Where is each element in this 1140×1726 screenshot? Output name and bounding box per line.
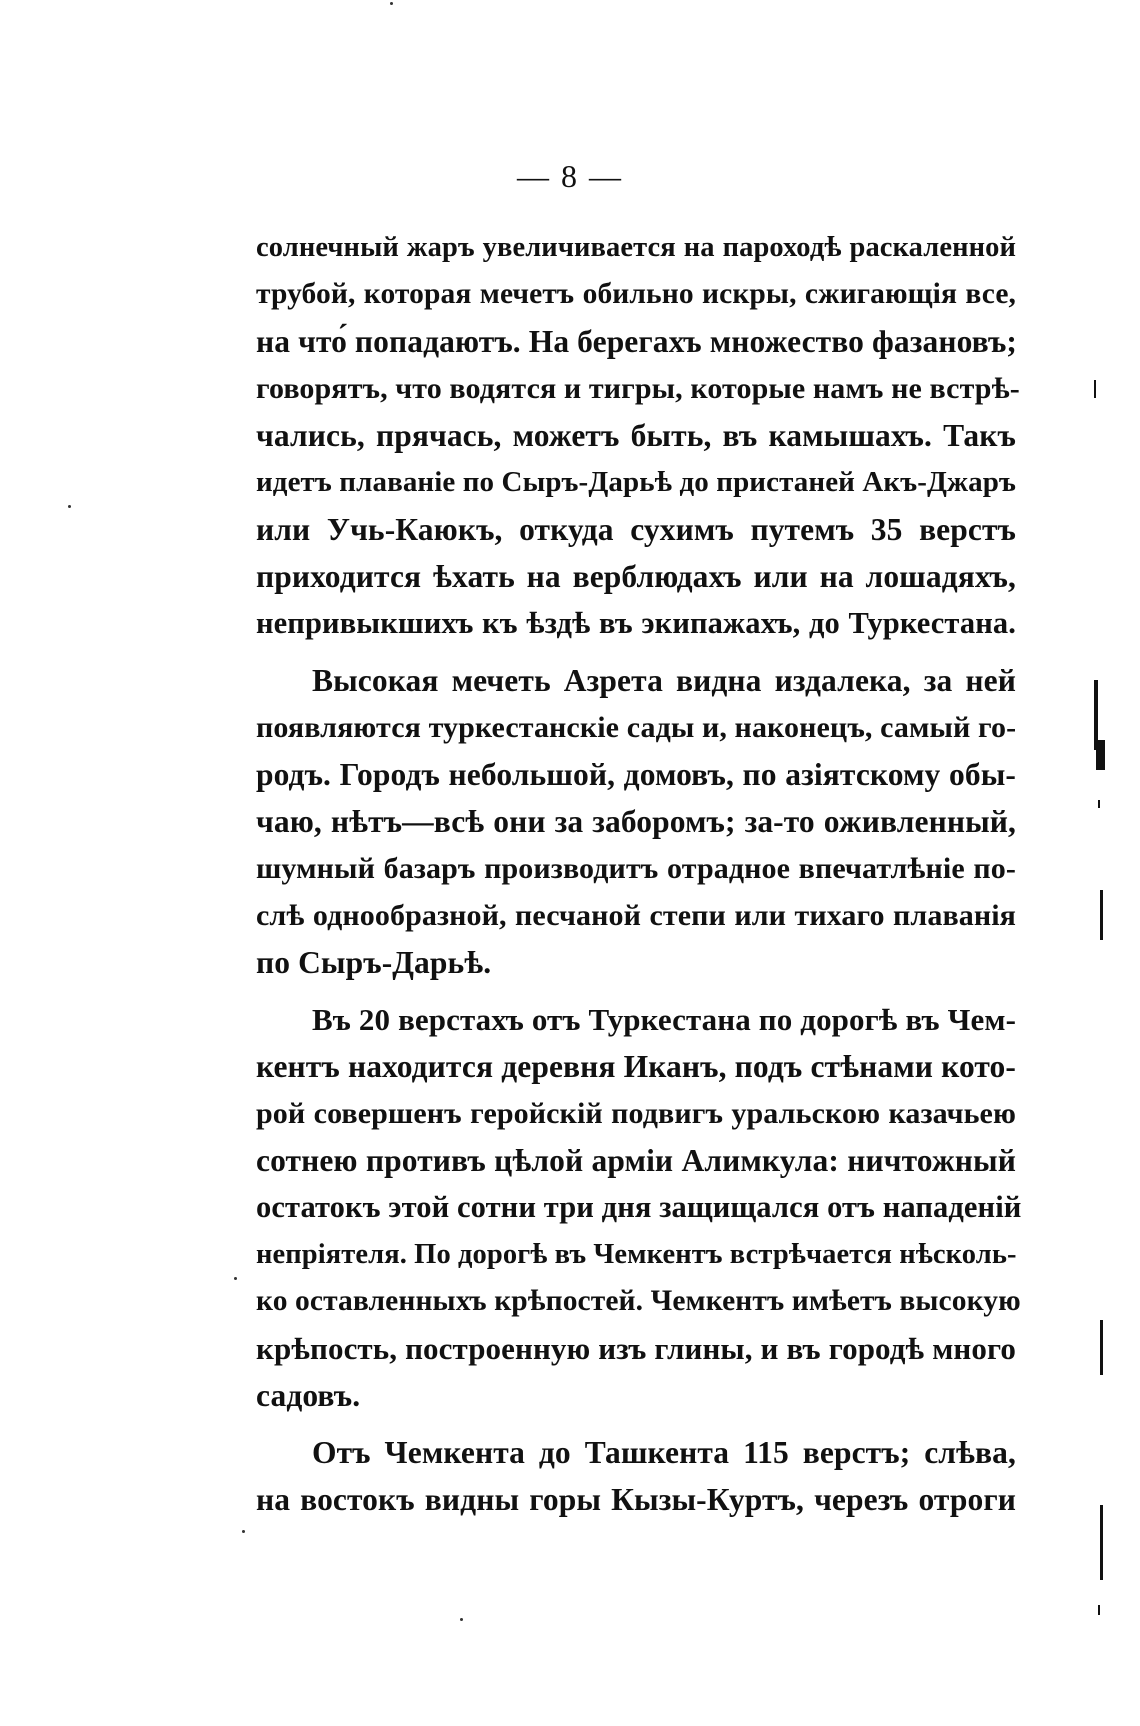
text-line: трубой, которая мечетъ обильно искры, сжигающія все, (256, 278, 1016, 310)
scan-artifact (1098, 1605, 1100, 1615)
text-line: сотнею противъ цѣлой арміи Алимкула: ничтожный (256, 1143, 1016, 1178)
page-number: — 8 — (517, 158, 623, 194)
text-line: говорятъ, что водятся и тигры, которые намъ не встрѣ- (256, 372, 1020, 405)
text-line: родъ. Городъ небольшой, домовъ, по азіятскому обы- (256, 757, 1016, 792)
text-line: остатокъ этой сотни три дня защищался отъ нападеній (256, 1190, 1022, 1224)
scan-artifact (234, 1277, 237, 1280)
text-line: по Сыръ-Дарьѣ. (256, 945, 492, 980)
paragraph-4 (256, 1429, 1016, 1523)
text-line: крѣпость, построенную изъ глины, и въ городѣ много (256, 1331, 1016, 1366)
paragraph-1 (256, 224, 1020, 647)
text-line: шумный базаръ производитъ отрадное впечатлѣніе по- (256, 852, 1016, 885)
text-line: непріятеля. По дорогѣ въ Чемкентъ встрѣчается нѣсколь- (256, 1239, 1017, 1270)
text-line: на востокъ видны горы Кызы-Куртъ, черезъ отроги (256, 1482, 1016, 1517)
text-line: приходится ѣхать на верблюдахъ или на лошадяхъ, (256, 559, 1016, 594)
scan-artifact (460, 1618, 463, 1621)
paragraph-2 (256, 657, 1016, 986)
scan-artifact (1100, 890, 1103, 940)
scan-artifact (1100, 1505, 1103, 1580)
text-line: кентъ находится деревня Иканъ, подъ стѣнами кото- (256, 1049, 1016, 1084)
scan-artifact (1094, 380, 1096, 398)
scan-artifact (1098, 800, 1100, 808)
text-line: Въ 20 верстахъ отъ Туркестана по дорогѣ въ Чем- (312, 1002, 1016, 1037)
text-line: ко оставленныхъ крѣпостей. Чемкентъ имѣетъ высокую (256, 1285, 1021, 1317)
scan-artifact (1100, 1320, 1103, 1375)
text-line: Отъ Чемкента до Ташкента 115 верстъ; слѣва, (312, 1435, 1016, 1470)
text-line: идетъ плаваніе по Сыръ-Дарьѣ до пристаней Акъ-Джаръ (256, 466, 1016, 498)
scan-artifact (1096, 740, 1105, 770)
paragraph-3 (256, 996, 1022, 1419)
text-line: на что́ попадаютъ. На берегахъ множество фазановъ; (256, 324, 1018, 359)
text-line: слѣ однообразной, песчаной степи или тихаго плаванія (256, 899, 1016, 932)
scan-artifact (390, 2, 393, 5)
scan-artifact (68, 505, 71, 508)
text-line: рой совершенъ геройскій подвигъ уральскою казачьею (256, 1097, 1016, 1130)
body-text (256, 224, 1022, 1523)
text-line: непривыкшихъ къ ѣздѣ въ экипажахъ, до Туркестана. (256, 606, 1016, 640)
text-line: Высокая мечеть Азрета видна издалека, за ней (312, 663, 1016, 698)
text-line: или Учь-Каюкъ, откуда сухимъ путемъ 35 верстъ (256, 512, 1016, 547)
text-line: чаю, нѣтъ—всѣ они за заборомъ; за-то оживленный, (256, 804, 1016, 839)
text-line: чались, прячась, можетъ быть, въ камышахъ. Такъ (256, 418, 1016, 453)
scan-artifact (242, 1530, 245, 1533)
text-line: солнечный жаръ увеличивается на пароходѣ раскаленной (256, 232, 1016, 263)
text-line: садовъ. (256, 1378, 361, 1413)
text-line: появляются туркестанскіе сады и, наконецъ, самый го- (256, 711, 1017, 744)
